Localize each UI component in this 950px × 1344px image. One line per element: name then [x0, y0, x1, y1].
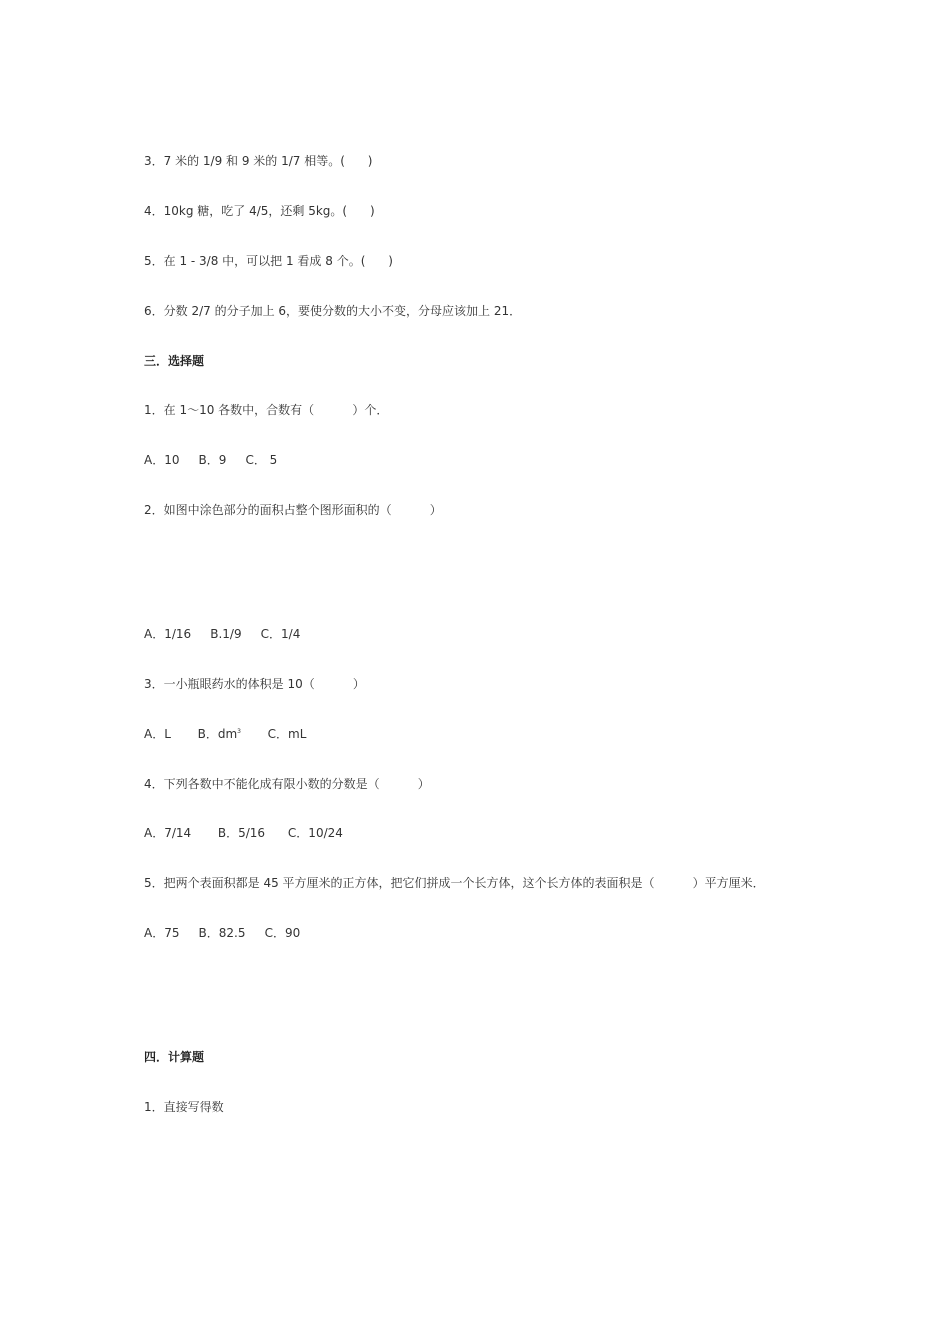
choice-question-4-options: A．7/14 B．5/16 C．10/24 [144, 826, 343, 840]
judgement-item-5: 5．在 1 - 3/8 中，可以把 1 看成 8 个。( ) [144, 254, 393, 268]
judgement-item-6: 6．分数 2/7 的分子加上 6，要使分数的大小不变，分母应该加上 21． [144, 304, 522, 318]
section-calc-title: 四．计算题 [144, 1050, 205, 1064]
choice-question-2-options: A．1/16 B.1/9 C．1/4 [144, 627, 301, 641]
choice-question-1-stem: 1．在 1～10 各数中，合数有（ ）个． [144, 403, 389, 417]
choice-question-3-options-after: C．mL [240, 727, 307, 741]
section-choice-title: 三．选择题 [144, 354, 205, 368]
choice-question-3-options-before: A．L B．dm [144, 727, 238, 741]
calc-item-1: 1．直接写得数 [144, 1100, 224, 1114]
judgement-item-3: 3．7 米的 1/9 和 9 米的 1/7 相等。( ) [144, 154, 373, 168]
choice-question-5-options: A．75 B．82.5 C．90 [144, 926, 301, 940]
choice-question-1-options: A．10 B．9 C． 5 [144, 453, 278, 467]
choice-question-3-options-superscript: 3 [237, 728, 241, 735]
choice-question-4-stem: 4．下列各数中不能化成有限小数的分数是（ ） [144, 777, 430, 791]
choice-question-3-stem: 3．一小瓶眼药水的体积是 10（ ） [144, 677, 365, 691]
choice-question-5-stem: 5．把两个表面积都是 45 平方厘米的正方体，把它们拼成一个长方体，这个长方体的表面积是（ ）平方厘米． [144, 876, 765, 890]
choice-question-2-stem: 2．如图中涂色部分的面积占整个图形面积的（ ） [144, 503, 442, 517]
judgement-item-4: 4．10kg 糖，吃了 4/5，还剩 5kg。( ) [144, 204, 375, 218]
choice-question-3-options [144, 725, 306, 743]
